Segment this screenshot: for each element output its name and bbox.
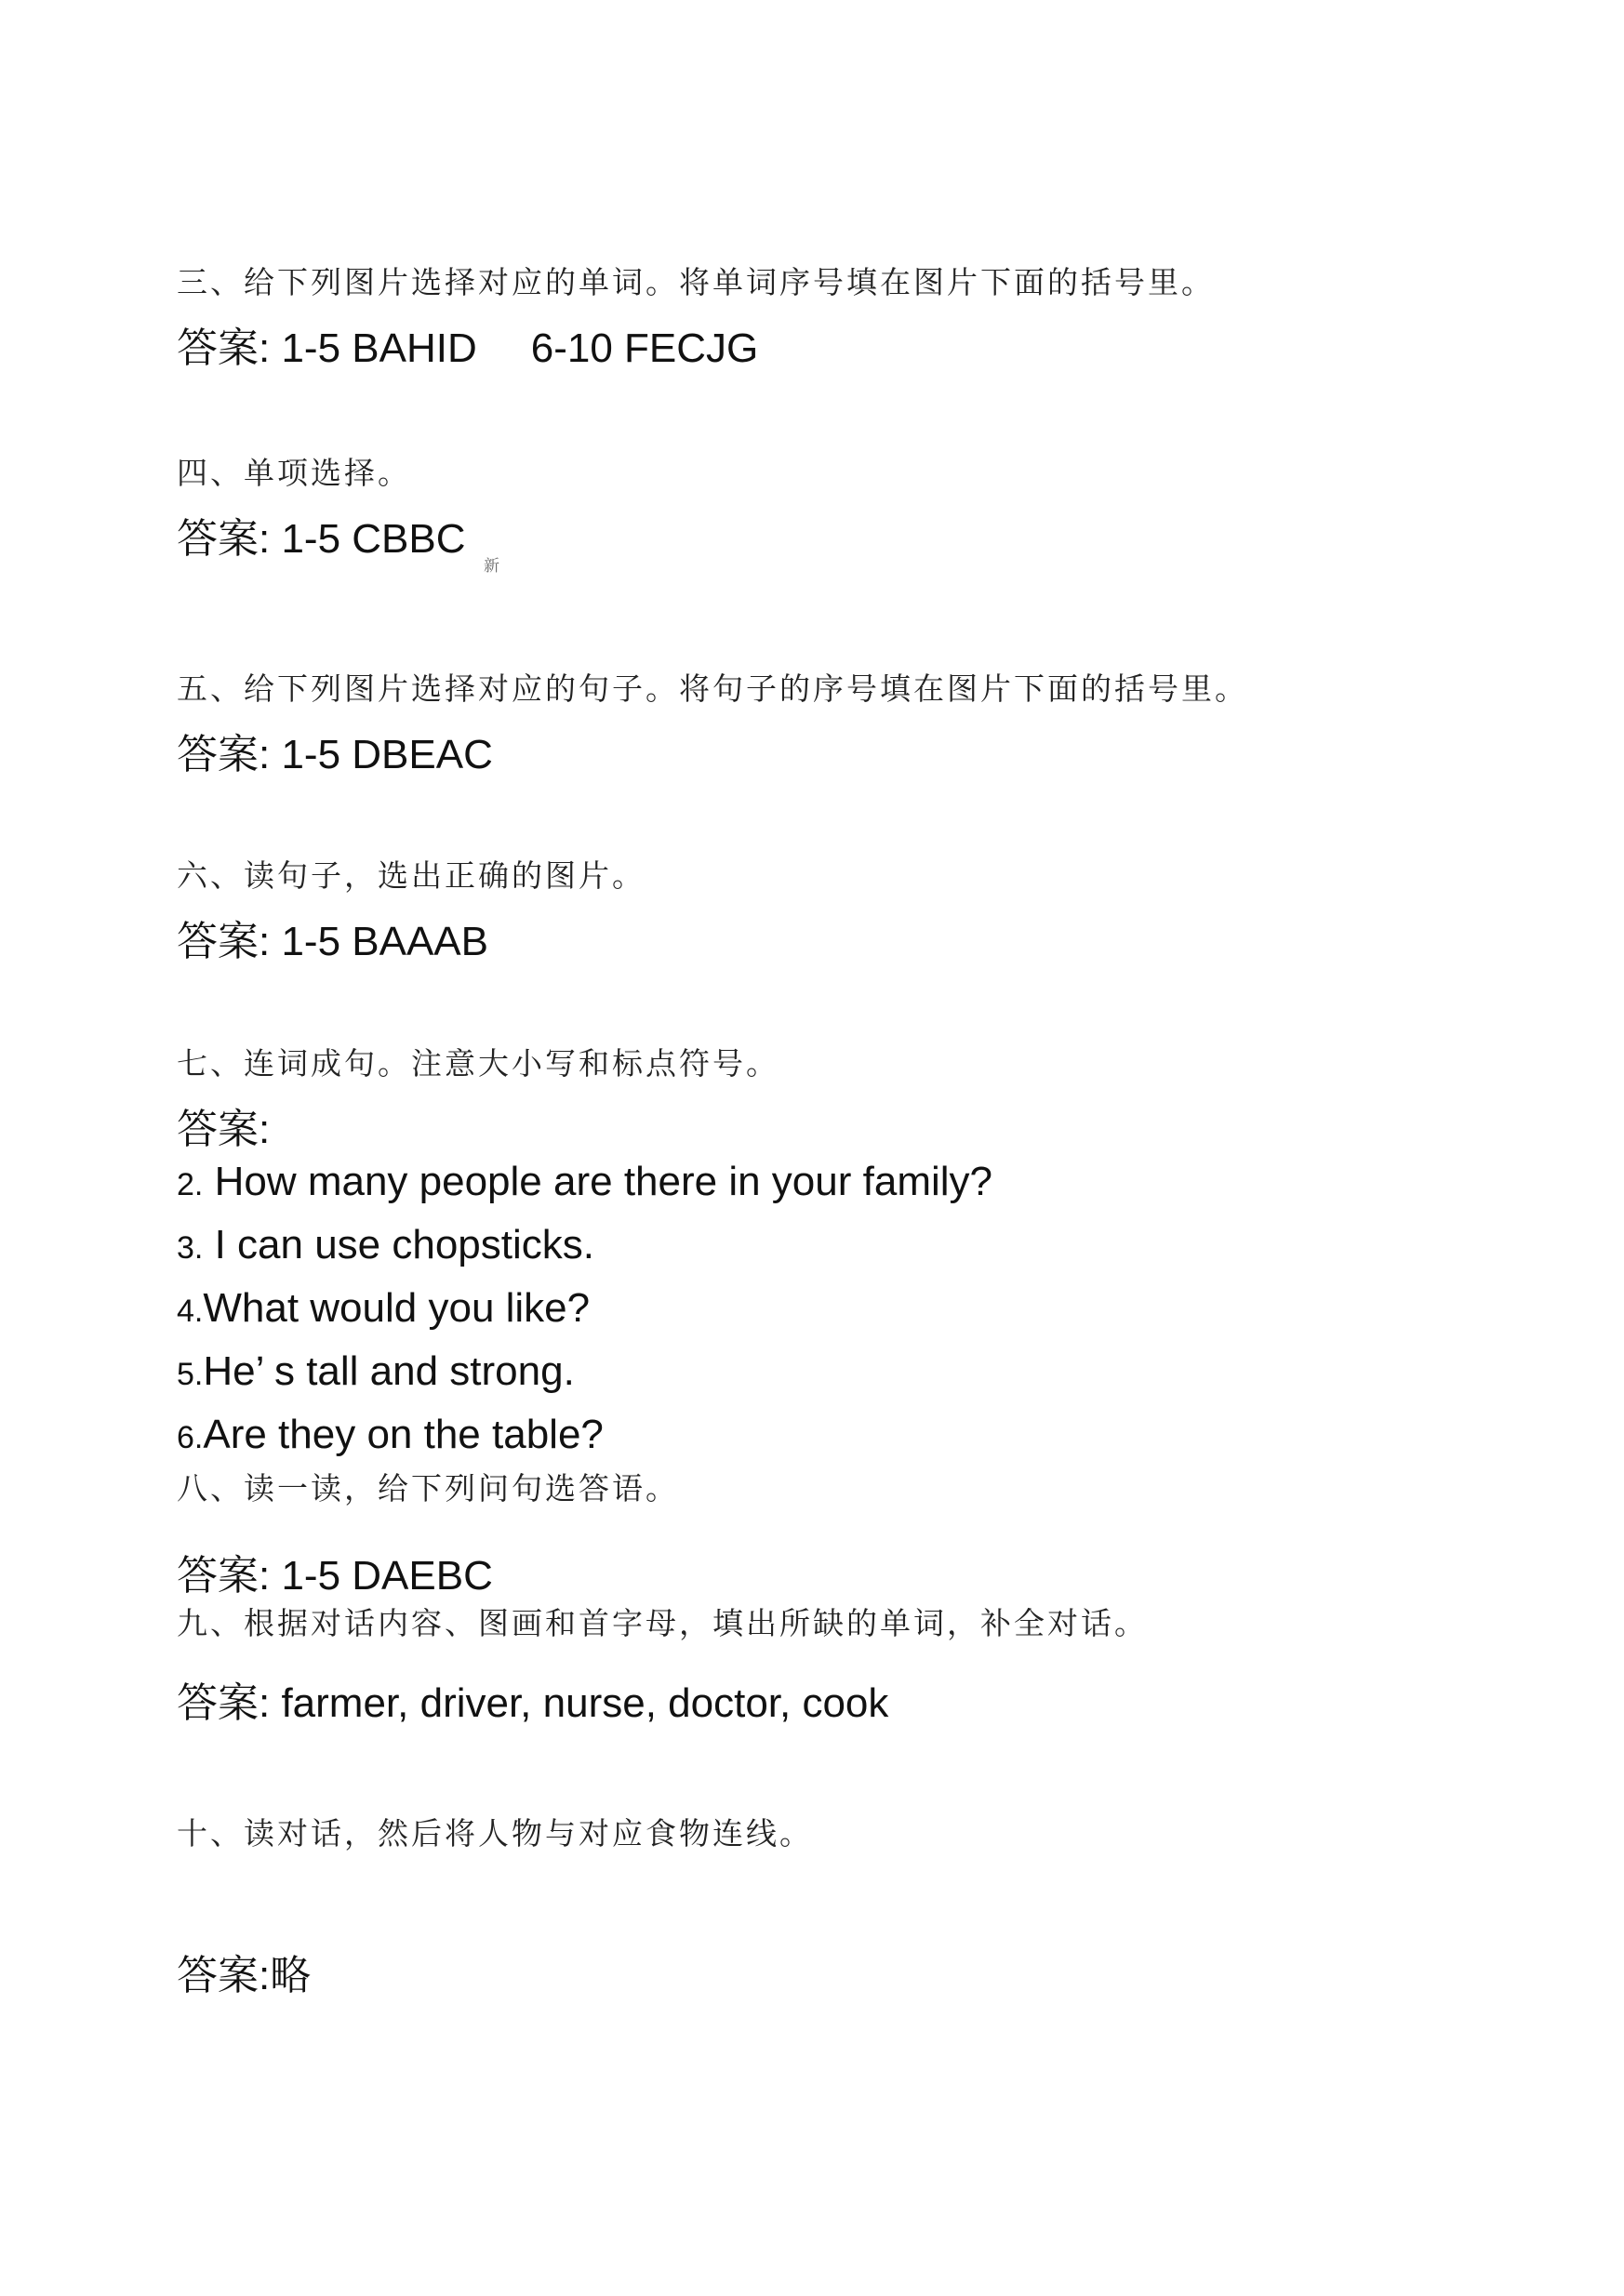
section-3-heading: 三、给下列图片选择对应的单词。将单词序号填在图片下面的括号里。 <box>177 264 1215 300</box>
section-7-heading: 七、连词成句。注意大小写和标点符号。 <box>177 1045 779 1082</box>
section-10-answer: 答案:略 <box>177 1953 312 1998</box>
section-6-answer: 答案: 1-5 BAAAB <box>177 919 489 964</box>
sentence-line <box>177 1159 992 1205</box>
sentence-text: What would you like? <box>203 1285 591 1331</box>
section-3-answer-part-2: 6-10 FECJG <box>530 325 759 371</box>
section-3-answer <box>177 314 758 374</box>
sentence-line <box>177 1412 604 1458</box>
sentence-text: Are they on the table? <box>203 1412 604 1457</box>
sentence-number: 2. <box>177 1167 204 1202</box>
sentence-text: He’ s tall and strong. <box>203 1348 575 1394</box>
section-9-answer: 答案: farmer, driver, nurse, doctor, cook <box>177 1680 889 1726</box>
section-5-heading: 五、给下列图片选择对应的句子。将句子的序号填在图片下面的括号里。 <box>177 670 1248 707</box>
sentence-text: How many people are there in your family? <box>203 1159 992 1204</box>
section-4-heading: 四、单项选择。 <box>177 455 411 491</box>
section-9-heading: 九、根据对话内容、图画和首字母，填出所缺的单词，补全对话。 <box>177 1605 1148 1641</box>
sentence-number: 3. <box>177 1230 204 1266</box>
section-5-answer: 答案: 1-5 DBEAC <box>177 732 493 777</box>
section-3-answer-part-1: 答案: 1-5 BAHID <box>177 325 477 371</box>
section-10-heading: 十、读对话，然后将人物与对应食物连线。 <box>177 1815 813 1851</box>
sentence-line <box>177 1222 594 1268</box>
sentence-number: 6. <box>177 1420 204 1455</box>
section-4-answer: 答案: 1-5 CBBC <box>177 516 466 562</box>
sentence-line <box>177 1285 590 1332</box>
sentence-text: I can use chopsticks. <box>203 1222 595 1267</box>
stray-mark: 新 <box>484 557 499 576</box>
section-8-heading: 八、读一读，给下列问句选答语。 <box>177 1470 679 1506</box>
sentence-number: 5. <box>177 1357 204 1392</box>
sentence-line <box>177 1348 575 1395</box>
section-7-answer-label: 答案: <box>177 1107 271 1152</box>
section-8-answer: 答案: 1-5 DAEBC <box>177 1553 493 1599</box>
section-6-heading: 六、读句子，选出正确的图片。 <box>177 857 646 894</box>
sentence-number: 4. <box>177 1294 204 1329</box>
